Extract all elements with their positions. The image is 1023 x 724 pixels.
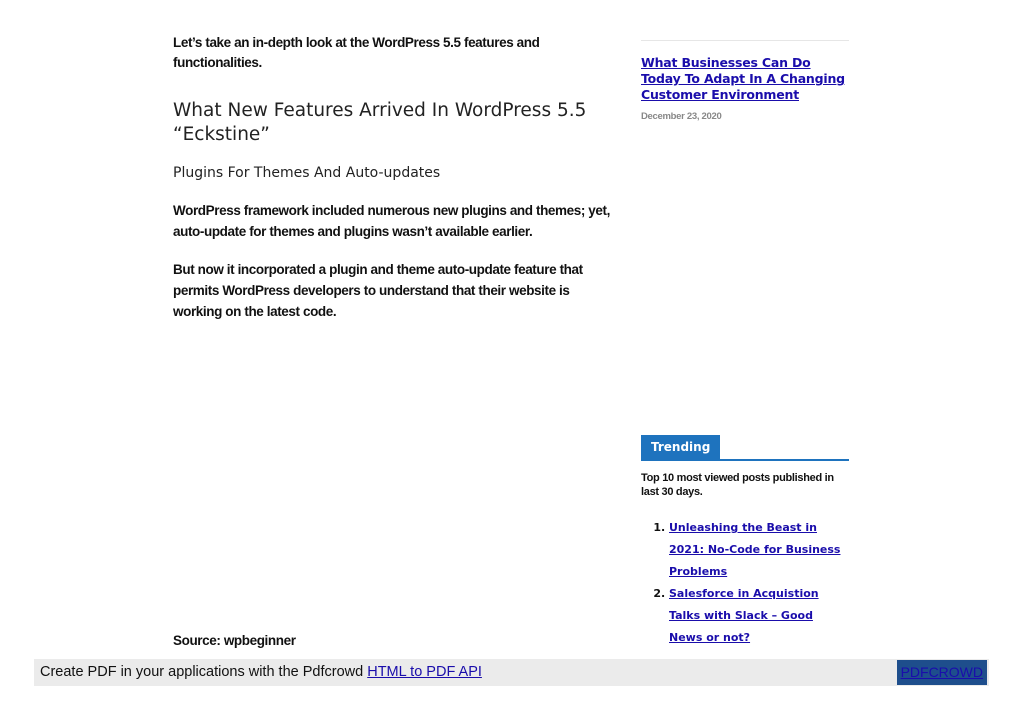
post-date: December 23, 2020 [641, 111, 722, 122]
trending-link[interactable]: Salesforce in Acquistion Talks with Slack – Good News or not? [669, 587, 819, 644]
article-source: Source: wpbeginner [173, 633, 296, 648]
related-post-link[interactable]: What Businesses Can Do Today To Adapt In A Changing Customer Environment [641, 55, 845, 102]
list-item [669, 517, 849, 583]
article-heading: What New Features Arrived In WordPress 5.5 “Eckstine” [173, 100, 587, 145]
article-body [173, 33, 618, 322]
tab-trending[interactable]: Trending [641, 435, 720, 459]
article-intro: Let’s take an in-depth look at the WordPress 5.5 features and functionalities. [173, 35, 540, 70]
article-paragraph: But now it incorporated a plugin and theme auto-update feature that permits WordPress developers to understand that their website is working on the latest code. [173, 262, 583, 319]
list-item [669, 583, 849, 649]
pdf-footer-bar [34, 659, 989, 686]
footer-text [34, 664, 482, 680]
trending-widget [641, 435, 849, 649]
section-subheading: Plugins For Themes And Auto-updates [173, 165, 441, 181]
trending-description: Top 10 most viewed posts published in last 30 days. [641, 472, 834, 498]
trending-list [641, 517, 849, 649]
html-to-pdf-link[interactable]: HTML to PDF API [367, 664, 482, 680]
divider [641, 40, 849, 41]
trending-link[interactable]: Unleashing the Beast in 2021: No-Code for Business Problems [669, 521, 841, 578]
footer-label: Create PDF in your applications with the Pdfcrowd [40, 664, 368, 680]
trending-header [641, 435, 849, 461]
related-post [641, 40, 849, 122]
pdfcrowd-logo-link[interactable]: PDFCROWD [897, 660, 987, 685]
article-paragraph: WordPress framework included numerous new plugins and themes; yet, auto-update for themes and plugins wasn’t available earlier. [173, 203, 610, 239]
